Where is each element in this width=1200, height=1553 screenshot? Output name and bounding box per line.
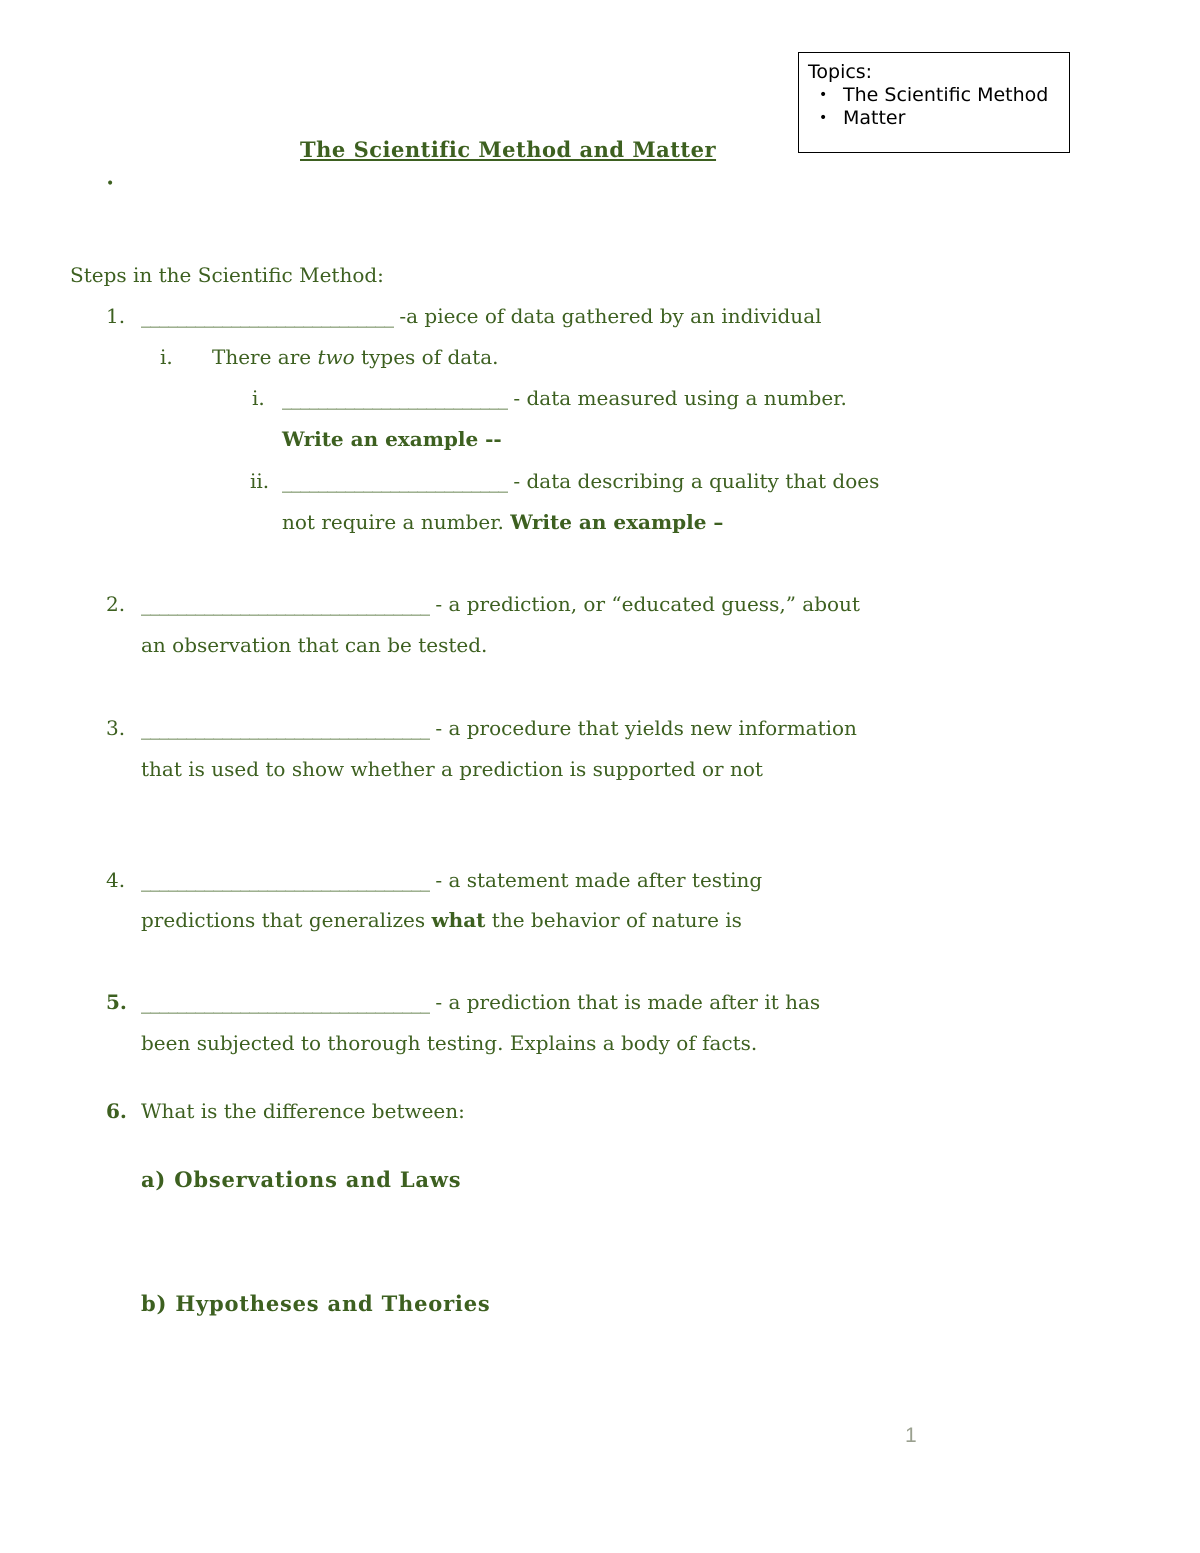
item-number: 2. xyxy=(106,592,126,616)
subquestion-a: a) Observations and Laws xyxy=(141,1167,462,1192)
answer-blank: ________________________________ - a prediction, or “educated guess,” about xyxy=(141,592,860,616)
stray-bullet-icon: • xyxy=(106,176,115,192)
topic-item xyxy=(808,84,1069,107)
answer-blank: ____________________________ -a piece of data gathered by an individual xyxy=(141,304,822,328)
sub-sub-item-line2: not require a number. Write an example – xyxy=(282,510,724,534)
topic-item xyxy=(808,107,1069,130)
example-prompt: Write an example -- xyxy=(282,427,502,451)
item-line2: predictions that generalizes what the behavior of nature is xyxy=(141,908,742,932)
item-number: 1. xyxy=(106,304,126,328)
topic-item-label: The Scientific Method xyxy=(843,84,1049,106)
sub-item-text: There are two types of data. xyxy=(212,345,499,369)
item-number: 5. xyxy=(106,990,127,1014)
subquestion-b: b) Hypotheses and Theories xyxy=(141,1291,491,1316)
page-title: The Scientific Method and Matter xyxy=(300,137,717,162)
bullet-icon: • xyxy=(819,87,828,103)
item-line2: that is used to show whether a prediction is supported or not xyxy=(141,757,763,781)
answer-blank: ________________________________ - a procedure that yields new information xyxy=(141,716,857,740)
item-number: 3. xyxy=(106,716,126,740)
answer-blank: _________________________ - data describing a quality that does xyxy=(282,469,880,493)
steps-heading: Steps in the Scientific Method: xyxy=(70,263,384,287)
answer-blank: ________________________________ - a statement made after testing xyxy=(141,868,763,892)
item-line2: been subjected to thorough testing. Explains a body of facts. xyxy=(141,1031,758,1055)
sub-sub-item-number: i. xyxy=(252,386,265,410)
topics-box xyxy=(798,52,1070,153)
bullet-icon: • xyxy=(819,110,828,126)
answer-blank: _________________________ - data measured using a number. xyxy=(282,386,847,410)
page-number: 1 xyxy=(905,1424,917,1447)
topics-label: Topics: xyxy=(808,61,873,83)
answer-blank: ________________________________ - a prediction that is made after it has xyxy=(141,990,821,1014)
item-number: 4. xyxy=(106,868,126,892)
item-number: 6. xyxy=(106,1099,127,1123)
topic-item-label: Matter xyxy=(843,107,906,129)
sub-sub-item-number: ii. xyxy=(250,469,270,493)
item-line2: an observation that can be tested. xyxy=(141,633,488,657)
question-text: What is the difference between: xyxy=(141,1099,465,1123)
sub-item-number: i. xyxy=(160,345,173,369)
